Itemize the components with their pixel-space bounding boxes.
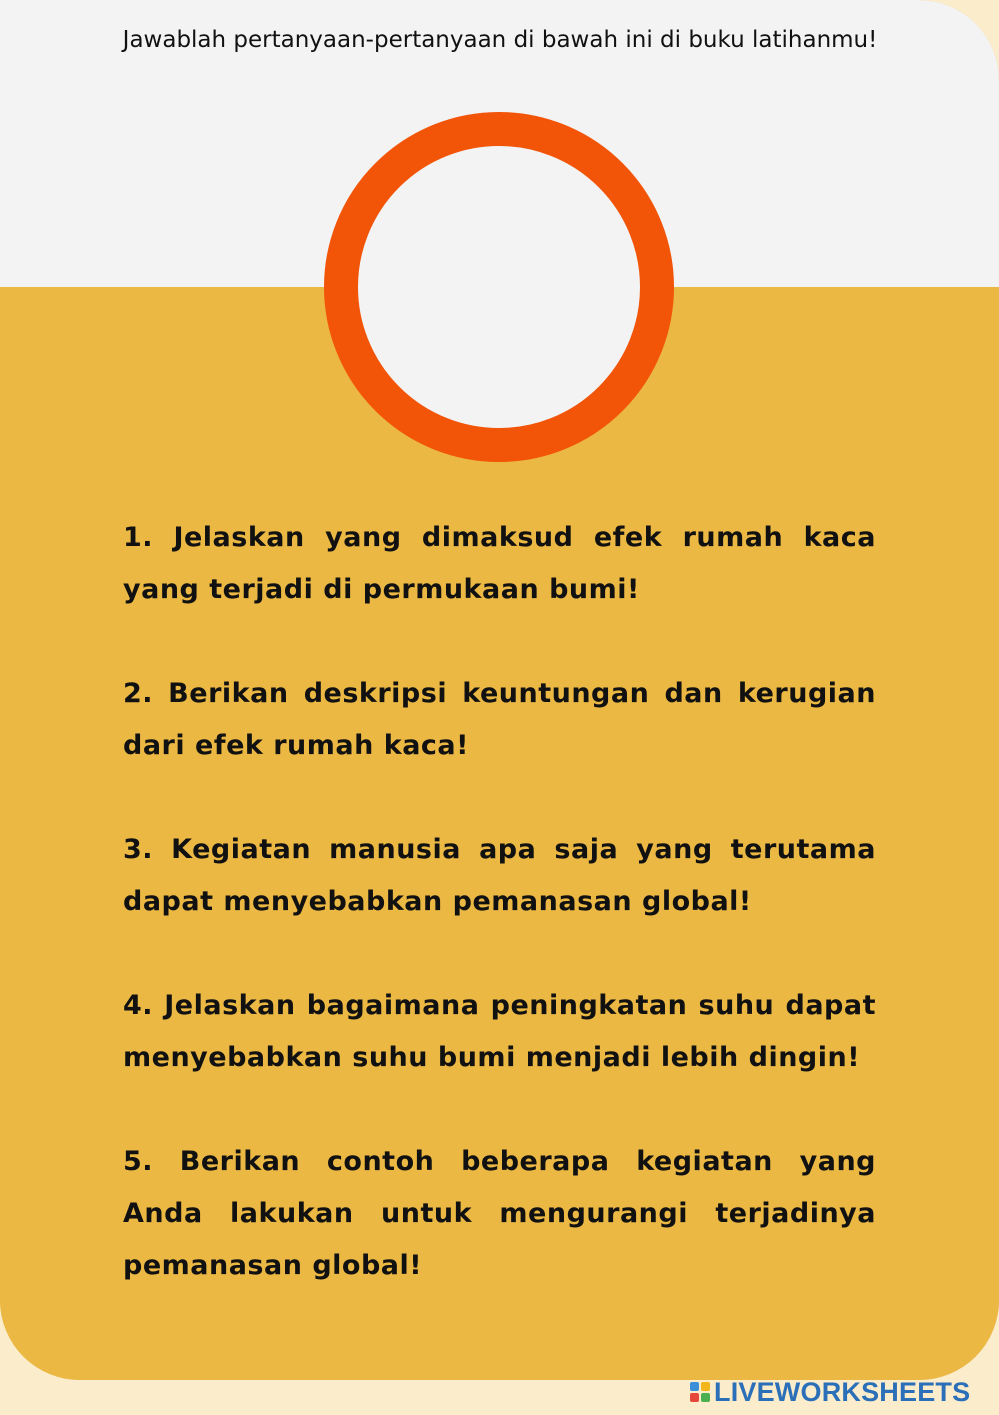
brand-name: LIVEWORKSHEETS — [714, 1376, 971, 1407]
question-3: 3. Kegiatan manusia apa saja yang terutama dapat menyebabkan pemanasan global! — [123, 834, 876, 917]
question-list — [123, 512, 876, 1344]
brand-logo — [690, 1376, 970, 1408]
question-2: 2. Berikan deskripsi keuntungan dan kerugian dari efek rumah kaca! — [123, 678, 876, 761]
question-4: 4. Jelaskan bagaimana peningkatan suhu dapat menyebabkan suhu bumi menjadi lebih dingin! — [123, 990, 876, 1073]
instruction-text: Jawablah pertanyaan-pertanyaan di bawah ini di buku latihanmu! — [122, 27, 878, 53]
liveworksheets-logo-icon — [690, 1382, 710, 1402]
decorative-ring — [324, 112, 674, 462]
question-5: 5. Berikan contoh beberapa kegiatan yang Anda lakukan untuk mengurangi terjadinya pemanasan global! — [123, 1146, 876, 1281]
question-1: 1. Jelaskan yang dimaksud efek rumah kaca yang terjadi di permukaan bumi! — [123, 522, 876, 605]
